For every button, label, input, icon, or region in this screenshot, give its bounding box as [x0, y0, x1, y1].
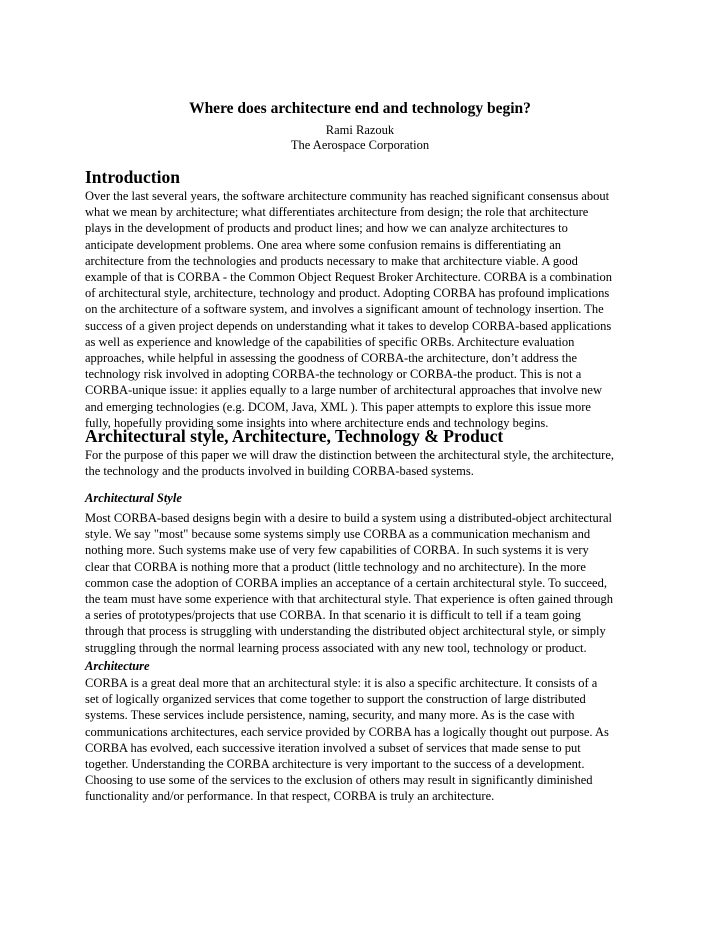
text-line: success of a given project depends on understanding what it takes to develop CORBA-based applications	[85, 318, 612, 333]
text-line: set of logically organized services that come together to support the construction of large distributed	[85, 692, 586, 707]
text-line: what we mean by architecture; what differentiates architecture from design; the role that architecture	[85, 205, 589, 220]
text-line: and emerging technologies (e.g. DCOM, Java, XML ). This paper attempts to explore this issue more	[85, 399, 591, 414]
architectural-style-paragraph	[85, 510, 645, 656]
text-line: CORBA is a great deal more that an architectural style: it is also a specific architecture. It consists of a	[85, 676, 598, 690]
text-line: anticipate development problems. One area where some confusion remains is differentiating an	[85, 237, 561, 252]
text-line: For the purpose of this paper we will draw the distinction between the architectural style, the architecture,	[85, 448, 614, 462]
architecture-paragraph	[85, 675, 645, 805]
text-line: as well as experience and knowledge of the capabilities of specific ORBs. Architecture evaluation	[85, 334, 575, 349]
text-line: systems. These services include persistence, naming, security, and many more. As is the case with	[85, 708, 575, 723]
text-line: technology risk involved in adopting CORBA-the technology or CORBA-the product. This is not a	[85, 367, 582, 382]
text-line: style. We say "most" because some systems simply use CORBA as a communication mechanism and	[85, 527, 591, 542]
text-line: Over the last several years, the software architecture community has reached significant consensus about	[85, 189, 610, 203]
introduction-paragraph	[85, 188, 645, 431]
text-line: approaches, while helpful in assessing the goodness of CORBA-the architecture, don’t address the	[85, 351, 578, 366]
text-line: example of that is CORBA - the Common Object Request Broker Architecture. CORBA is a combination	[85, 270, 613, 285]
section-heading-introduction: Introduction	[85, 167, 180, 187]
text-line: struggling through the normal learning process associated with any new tool, technology or product.	[85, 640, 587, 655]
text-line: the team must have some experience with that architectural style. That experience is often gained through	[85, 592, 614, 607]
text-line: Most CORBA-based designs begin with a desire to build a system using a distributed-object architectural	[85, 511, 612, 525]
section-heading-architectural-style-technology-product: Architectural style, Architecture, Technology & Product	[85, 426, 504, 446]
text-line: architecture from the technologies and products necessary to make that architecture viable. A good	[85, 253, 578, 268]
text-line: CORBA has evolved, each successive iteration involved a subset of services that made sense to put	[85, 740, 581, 755]
text-line: fully, hopefully providing some insights into where architecture ends and technology begins.	[85, 415, 549, 430]
author-name: Rami Razouk	[325, 123, 395, 137]
text-line: clear that CORBA is nothing more that a product (little technology and no architecture). In the more	[85, 559, 586, 574]
text-line: through that process is struggling with understanding the distributed object architectural style, or simply	[85, 624, 606, 639]
text-line: functionality and/or performance. In that respect, CORBA is truly an architecture.	[85, 789, 495, 804]
text-line: a series of prototypes/projects that use CORBA. In that scenario it is difficult to tell if a team going	[85, 608, 581, 623]
text-line: Choosing to use some of the services to the exclusion of others may result in significantly diminished	[85, 773, 593, 788]
subsection-heading-architecture: Architecture	[85, 659, 150, 673]
text-line: on the architecture of a software system, and involves a significant amount of technology insertion. The	[85, 302, 604, 317]
text-line: common case the adoption of CORBA implies an acceptance of a certain architectural style. To succeed,	[85, 575, 607, 590]
text-line: together. Understanding the CORBA architecture is very important to the success of a development.	[85, 757, 585, 772]
text-line: the technology and the products involved in building CORBA-based systems.	[85, 464, 474, 479]
paper-title: Where does architecture end and technology begin?	[189, 100, 531, 117]
text-line: of architectural style, architecture, technology and product. Adopting CORBA has profound implications	[85, 286, 610, 301]
purpose-paragraph	[85, 447, 645, 479]
subsection-heading-architectural-style: Architectural Style	[85, 491, 182, 505]
text-line: CORBA-unique issue: it applies equally to a large number of architectural approaches that involve new	[85, 383, 602, 398]
author-affiliation: The Aerospace Corporation	[290, 138, 430, 152]
text-line: communications architectures, each service provided by CORBA has a logically thought out purpose. As	[85, 724, 609, 739]
text-line: plays in the development of products and product lines; and how we can analyze architectures to	[85, 221, 568, 236]
text-line: nothing more. Such systems make use of very few capabilities of CORBA. In such systems it is very	[85, 543, 589, 558]
